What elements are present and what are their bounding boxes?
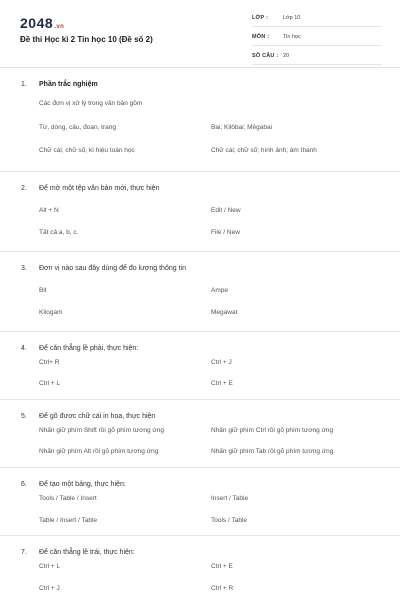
logo-suffix: .vn [54,24,65,30]
question-number: 4. [21,345,27,352]
meta-count-value: 20 [283,53,290,59]
question-number: 2. [21,185,27,192]
meta-subject [252,31,382,46]
logo-text: 2048 [20,15,54,31]
answer-option-c[interactable]: Tất cả a, b, c. [39,229,79,236]
question-number: 3. [21,265,27,272]
question-2 [0,172,400,252]
answer-option-d[interactable]: Megawat [211,309,238,316]
answer-option-a[interactable]: Ctrl + L [39,563,61,570]
answer-option-d[interactable]: Nhấn giữ phím Tab rồi gõ phím tương ứng [211,448,334,455]
answer-option-c[interactable]: Table / Insert / Table [39,517,98,524]
answer-option-a[interactable]: Ctrl+ R [39,359,60,366]
question-number: 6. [21,481,27,488]
question-7 [0,536,400,600]
question-text: Để tạo một bảng, thực hiện: [39,481,126,488]
answer-option-b[interactable]: Edit / New [211,207,241,214]
quiz-title: Đề thi Học kì 2 Tin học 10 (Đề số 2) [20,35,153,44]
question-text: Để căn thẳng lề trái, thực hiện: [39,549,135,556]
question-number: 1. [21,81,27,88]
question-text: Để gõ được chữ cái in hoa, thực hiện [39,413,156,420]
question-4 [0,332,400,400]
answer-option-a[interactable]: Tools / Table / Insert [39,495,97,502]
answer-option-a[interactable]: Alt + N [39,207,59,214]
question-subtext: Các đơn vị xử lý trong văn bản gồm [39,100,143,107]
answer-option-c[interactable]: Chữ cái; chữ số, kí hiệu toán học [39,147,135,154]
meta-count-label: SỐ CÂU : [252,53,279,59]
answer-option-d[interactable]: Ctrl + R [211,585,234,592]
quiz-header [0,0,400,68]
answer-option-a[interactable]: Bit [39,287,47,294]
question-6 [0,468,400,536]
meta-class-label: LỚP : [252,15,268,21]
question-text: Đơn vị nào sau đây dùng để đo lượng thông tin [39,265,186,272]
answer-option-d[interactable]: Chữ cái; chữ số; hình ảnh; âm thanh [211,147,317,154]
answer-option-a[interactable]: Từ, dòng, câu, đoạn, trang [39,124,116,131]
answer-option-b[interactable]: Nhấn giữ phím Ctrl rồi gõ phím tương ứng [211,427,334,434]
site-logo[interactable] [20,15,64,31]
meta-subject-value: Tin học [283,34,301,40]
answer-option-b[interactable]: Ampe [211,287,228,294]
question-number: 5. [21,413,27,420]
answer-option-d[interactable]: Tools / Table [211,517,248,524]
question-text: Phần trắc nghiệm [39,81,98,88]
answer-option-c[interactable]: Kilogam [39,309,63,316]
question-3 [0,252,400,332]
quiz-meta [252,12,382,65]
answer-option-a[interactable]: Nhấn giữ phím Shift rồi gõ phím tương ứng [39,427,164,434]
meta-count [252,50,382,65]
question-text: Để căn thẳng lề phải, thực hiện: [39,345,139,352]
meta-subject-label: MÔN : [252,34,270,40]
answer-option-d[interactable]: File / New [211,229,240,236]
meta-class-value: Lớp 10 [283,15,301,21]
answer-option-b[interactable]: Ctrl + E [211,563,233,570]
answer-option-b[interactable]: Ctrl + J [211,359,232,366]
answer-option-b[interactable]: Bai; Kilôbai; Mêgabai [211,124,273,131]
question-number: 7. [21,549,27,556]
question-list [0,68,400,600]
question-5 [0,400,400,468]
answer-option-c[interactable]: Ctrl + J [39,585,60,592]
answer-option-b[interactable]: Insert / Table [211,495,249,502]
answer-option-d[interactable]: Ctrl + E [211,380,233,387]
question-1 [0,68,400,172]
answer-option-c[interactable]: Ctrl + L [39,380,61,387]
question-text: Để mở một tệp văn bản mới, thực hiện [39,185,160,192]
meta-class [252,12,382,27]
answer-option-c[interactable]: Nhấn giữ phím Alt rồi gõ phím tương ứng [39,448,159,455]
